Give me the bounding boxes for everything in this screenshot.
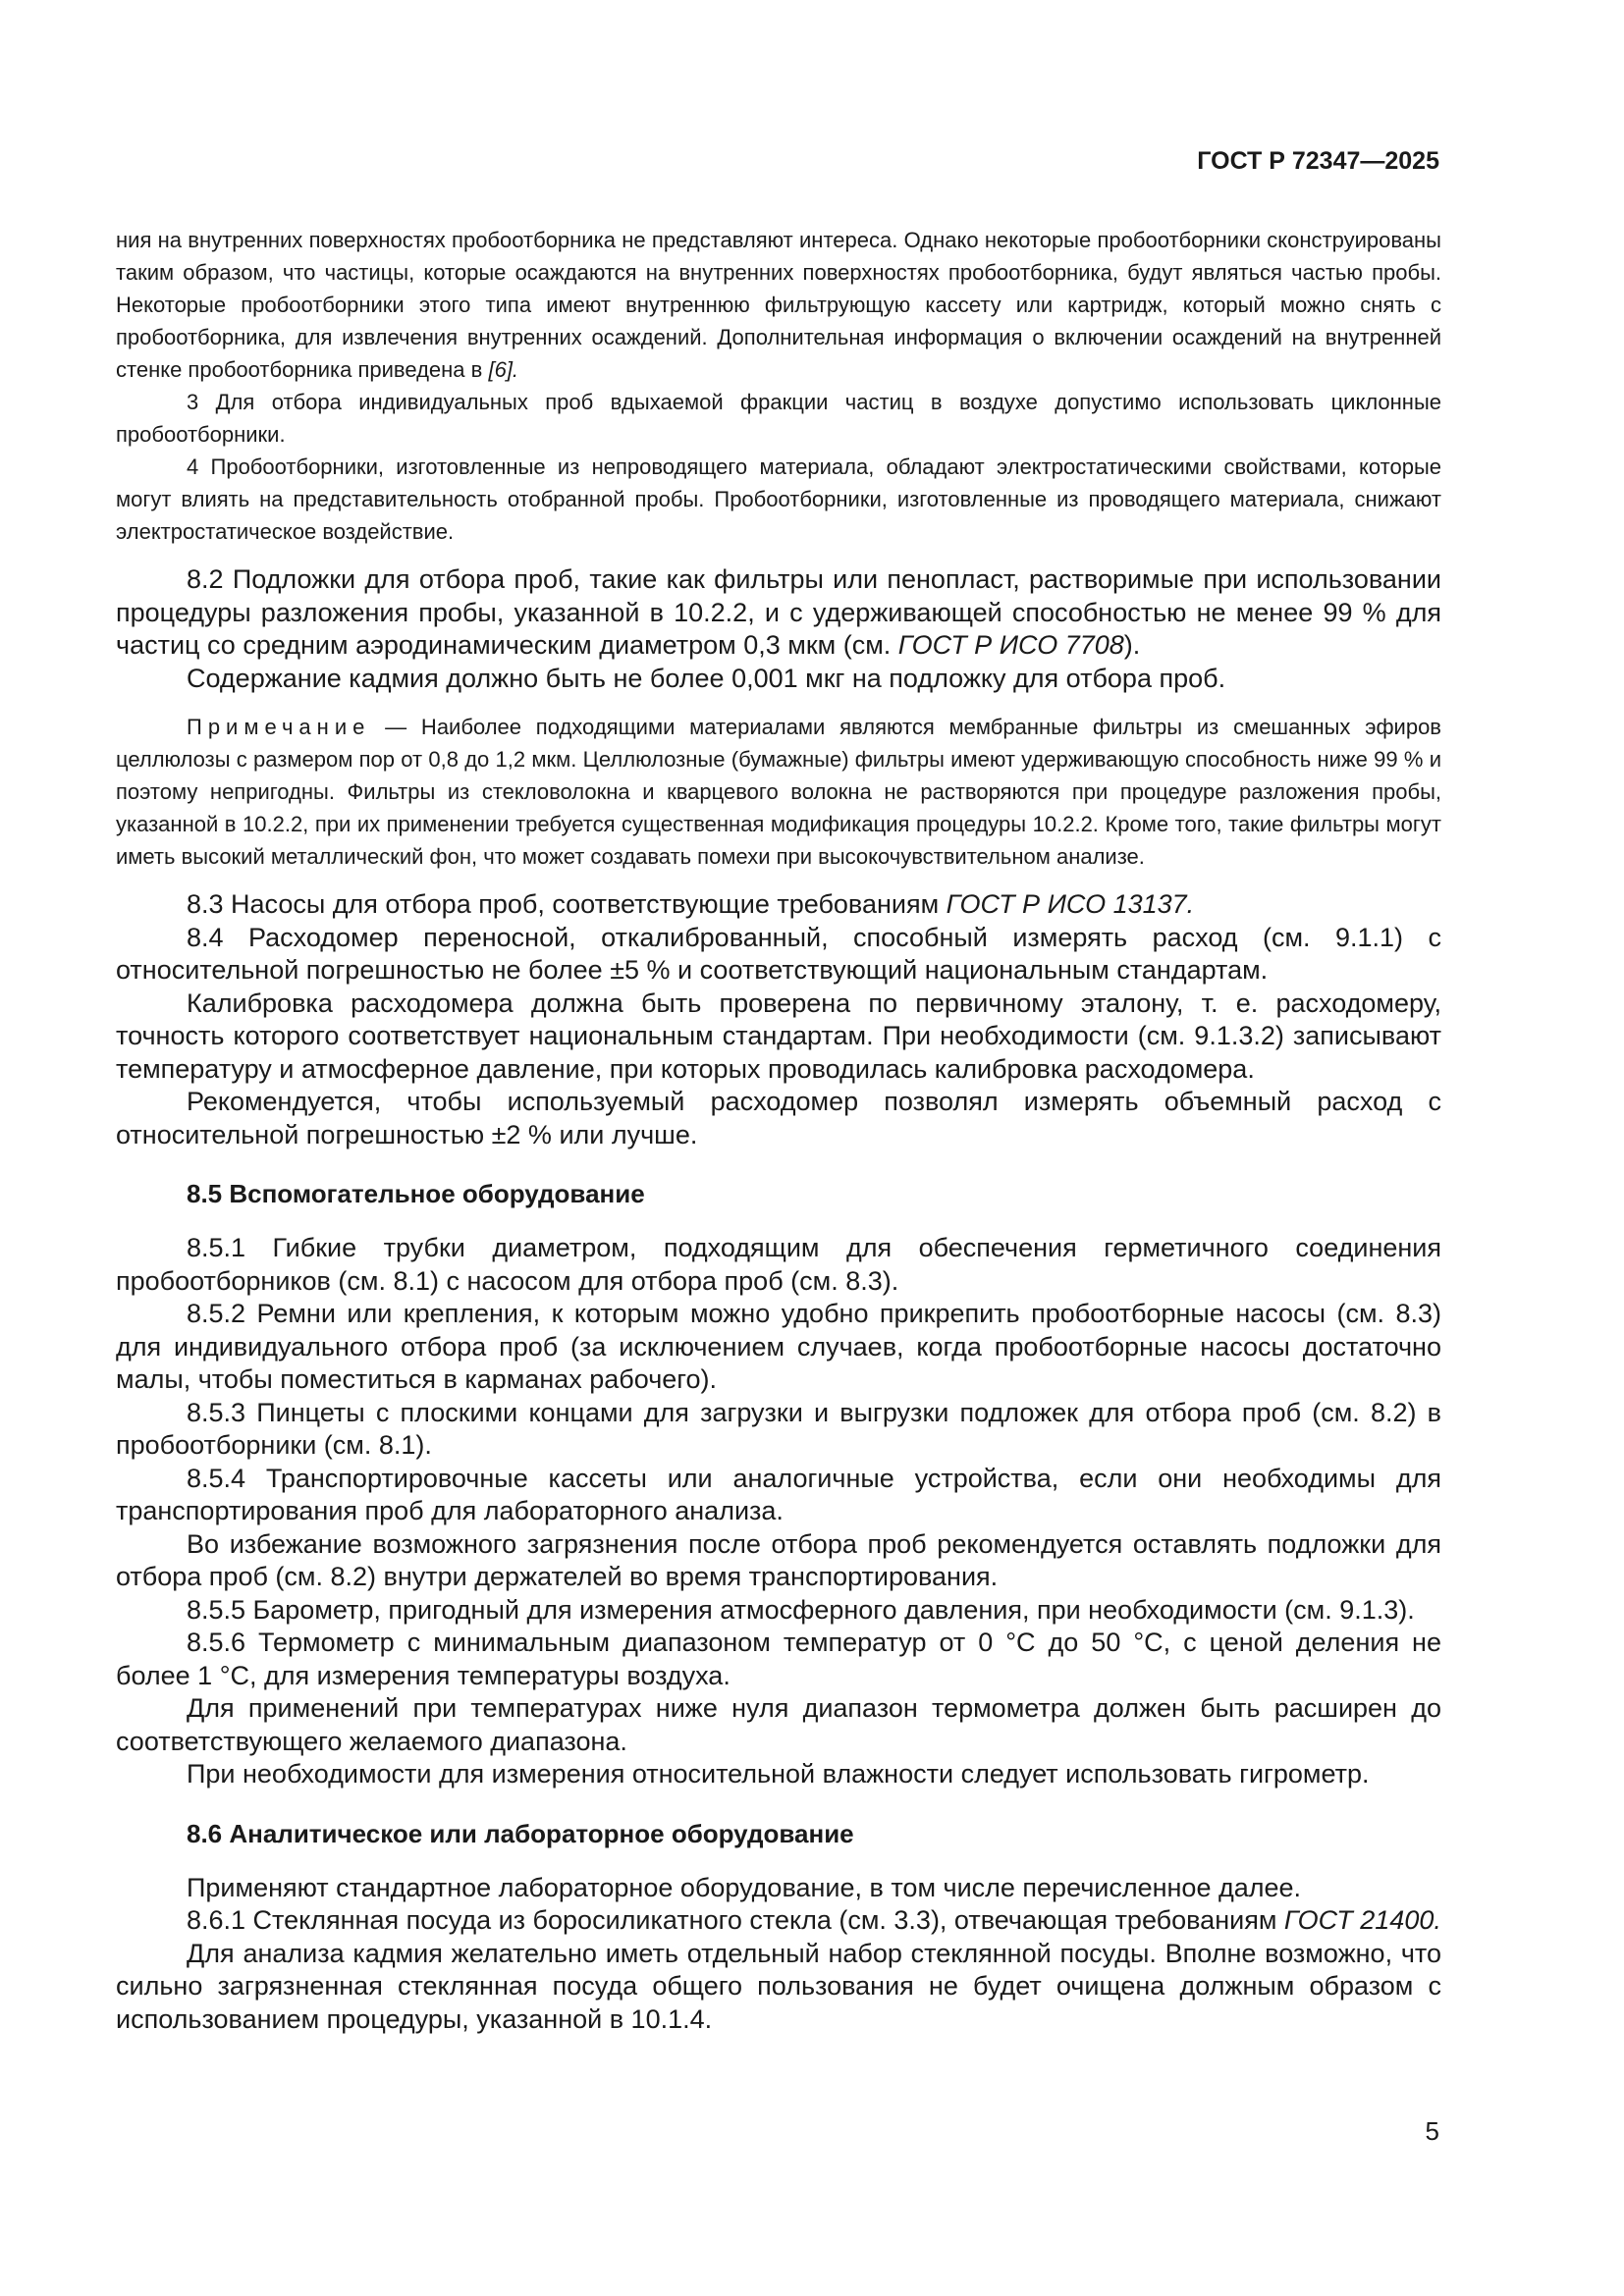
paragraph-8-3: 8.3 Насосы для отбора проб, соответствующие требованиям ГОСТ Р ИСО 13137.: [187, 889, 1195, 919]
paragraph-cadmium-content: Содержание кадмия должно быть не более 0,001 мкг на подложку для отбора проб.: [187, 663, 1226, 693]
paragraph-8-5-6-hygrometer: При необходимости для измерения относительной влажности следует использовать гигрометр.: [187, 1759, 1370, 1789]
paragraph-8-4-recommendation: Рекомендуется, чтобы используемый расходомер позволял измерять объемный расход с относительной погрешностью ±2 % или лучше.: [116, 1087, 1441, 1149]
paragraph-8-5-4-note: Во избежание возможного загрязнения после отбора проб рекомендуется оставлять подложки для отбора проб (см. 8.2) внутри держателей во время транспортирования.: [116, 1528, 1441, 1591]
paragraph-8-5-1: 8.5.1 Гибкие трубки диаметром, подходящим для обеспечения герметичного соединения пробоотборников (см. 8.1) с насосом для отбора проб (см. 8.3).: [116, 1233, 1441, 1296]
sections-8-3-8-4: [116, 888, 1441, 1151]
paragraph-8-6-intro: Применяют стандартное лабораторное оборудование, в том числе перечисленное далее.: [187, 1872, 1302, 1902]
paragraph-8-6-1: 8.6.1 Стеклянная посуда из боросиликатного стекла (см. 3.3), отвечающая требованиям ГОСТ 21400.: [187, 1905, 1441, 1935]
section-8-5: [116, 1232, 1441, 1791]
section-8-2: [116, 563, 1441, 695]
note-8-2: Примечание — Наиболее подходящими материалами являются мембранные фильтры из смешанных эфиров целлюлозы с размером пор от 0,8 до 1,2 мкм. Целлюлозные (бумажные) фильтры имеют удерживающую способность ниже 99 % и поэтому непригодны. Фильтры из стекловолокна и кварцевого волокна не растворяются при процедуре разложения пробы, указанной в 10.2.2, при их применении требуется существенная модификация процедуры 10.2.2. Кроме того, такие фильтры могут иметь высокий металлический фон, что может создавать помехи при высокочувствительном анализе.: [116, 715, 1441, 869]
reference-6: [6].: [488, 357, 519, 382]
section-8-6: [116, 1872, 1441, 2037]
reference-gost-iso-13137: ГОСТ Р ИСО 13137.: [946, 889, 1195, 919]
reference-gost-iso-7708: ГОСТ Р ИСО 7708: [897, 630, 1124, 660]
paragraph-8-5-3: 8.5.3 Пинцеты с плоскими концами для загрузки и выгрузки подложек для отбора проб (см. 8.2) в пробоотборники (см. 8.1).: [116, 1397, 1441, 1460]
heading-8-5: 8.5 Вспомогательное оборудование: [187, 1179, 645, 1208]
note-label: Примечание: [187, 715, 371, 739]
paragraph-8-5-6-range: Для применений при температурах ниже нуля диапазон термометра должен быть расширен до соответствующего желаемого диапазона.: [116, 1693, 1441, 1756]
note-3: 3 Для отбора индивидуальных проб вдыхаемой фракции частиц в воздухе допустимо использовать циклонные пробоотборники.: [116, 390, 1441, 447]
paragraph-8-5-6: 8.5.6 Термометр с минимальным диапазоном температур от 0 °С до 50 °С, с ценой деления не более 1 °С, для измерения температуры воздуха.: [116, 1628, 1441, 1690]
paragraph-8-4: 8.4 Расходомер переносной, откалиброванный, способный измерять расход (см. 9.1.1) с относительной погрешностью не более ±5 % и соответствующий национальным стандартам.: [116, 922, 1441, 985]
paragraph-8-5-4: 8.5.4 Транспортировочные кассеты или аналогичные устройства, если они необходимы для транспортирования проб для лабораторного анализа.: [116, 1463, 1441, 1525]
reference-gost-21400: ГОСТ 21400.: [1283, 1905, 1441, 1935]
paragraph-8-5-2: 8.5.2 Ремни или крепления, к которым можно удобно прикрепить пробоотборные насосы (см. 8.3) для индивидуального отбора проб (за исключением случаев, когда пробоотборные насосы достаточно малы, чтобы поместиться в карманах рабочего).: [116, 1299, 1441, 1394]
page-number: 5: [1425, 2116, 1439, 2146]
document-body: [116, 224, 1441, 2036]
paragraph-8-4-calibration: Калибровка расходомера должна быть проверена по первичному эталону, т. е. расходомеру, точность которого соответствует национальным стандартам. При необходимости (см. 9.1.3.2) записывают температуру и атмосферное давление, при которых проводилась калибровка расходомера.: [116, 988, 1441, 1084]
paragraph-8-2: 8.2 Подложки для отбора проб, такие как фильтры или пенопласт, растворимые при использовании процедуры разложения пробы, указанной в 10.2.2, и с удерживающей способностью не менее 99 % для частиц со средним аэродинамическим диаметром 0,3 мкм (см. ГОСТ Р ИСО 7708).: [116, 564, 1441, 660]
paragraph-8-6-1-glassware: Для анализа кадмия желательно иметь отдельный набор стеклянной посуды. Вполне возможно, что сильно загрязненная стеклянная посуда общего пользования не будет очищена должным образом с использованием процедуры, указанной в 10.1.4.: [116, 1938, 1441, 2034]
notes-block: [116, 224, 1441, 548]
paragraph-8-5-5: 8.5.5 Барометр, пригодный для измерения атмосферного давления, при необходимости (см. 9.1.3).: [187, 1594, 1415, 1625]
note-continuation: ния на внутренних поверхностях пробоотборника не представляют интереса. Однако некоторые пробоотборники сконструированы таким образом, что частицы, которые осаждаются на внутренних поверхностях пробоотборника, будут являться частью пробы. Некоторые пробоотборники этого типа имеют внутреннюю фильтрующую кассету или картридж, который можно снять с пробоотборника, для извлечения внутренних осаждений. Дополнительная информация о включении осаждений на внутренней стенке пробоотборника приведена в [6].: [116, 228, 1441, 382]
document-header: ГОСТ Р 72347—2025: [1197, 147, 1439, 175]
note-4: 4 Пробоотборники, изготовленные из непроводящего материала, обладают электростатическими свойствами, которые могут влиять на представительность отобранной пробы. Пробоотборники, изготовленные из проводящего материала, снижают электростатическое воздействие.: [116, 454, 1441, 544]
heading-8-6: 8.6 Аналитическое или лабораторное оборудование: [187, 1818, 854, 1848]
